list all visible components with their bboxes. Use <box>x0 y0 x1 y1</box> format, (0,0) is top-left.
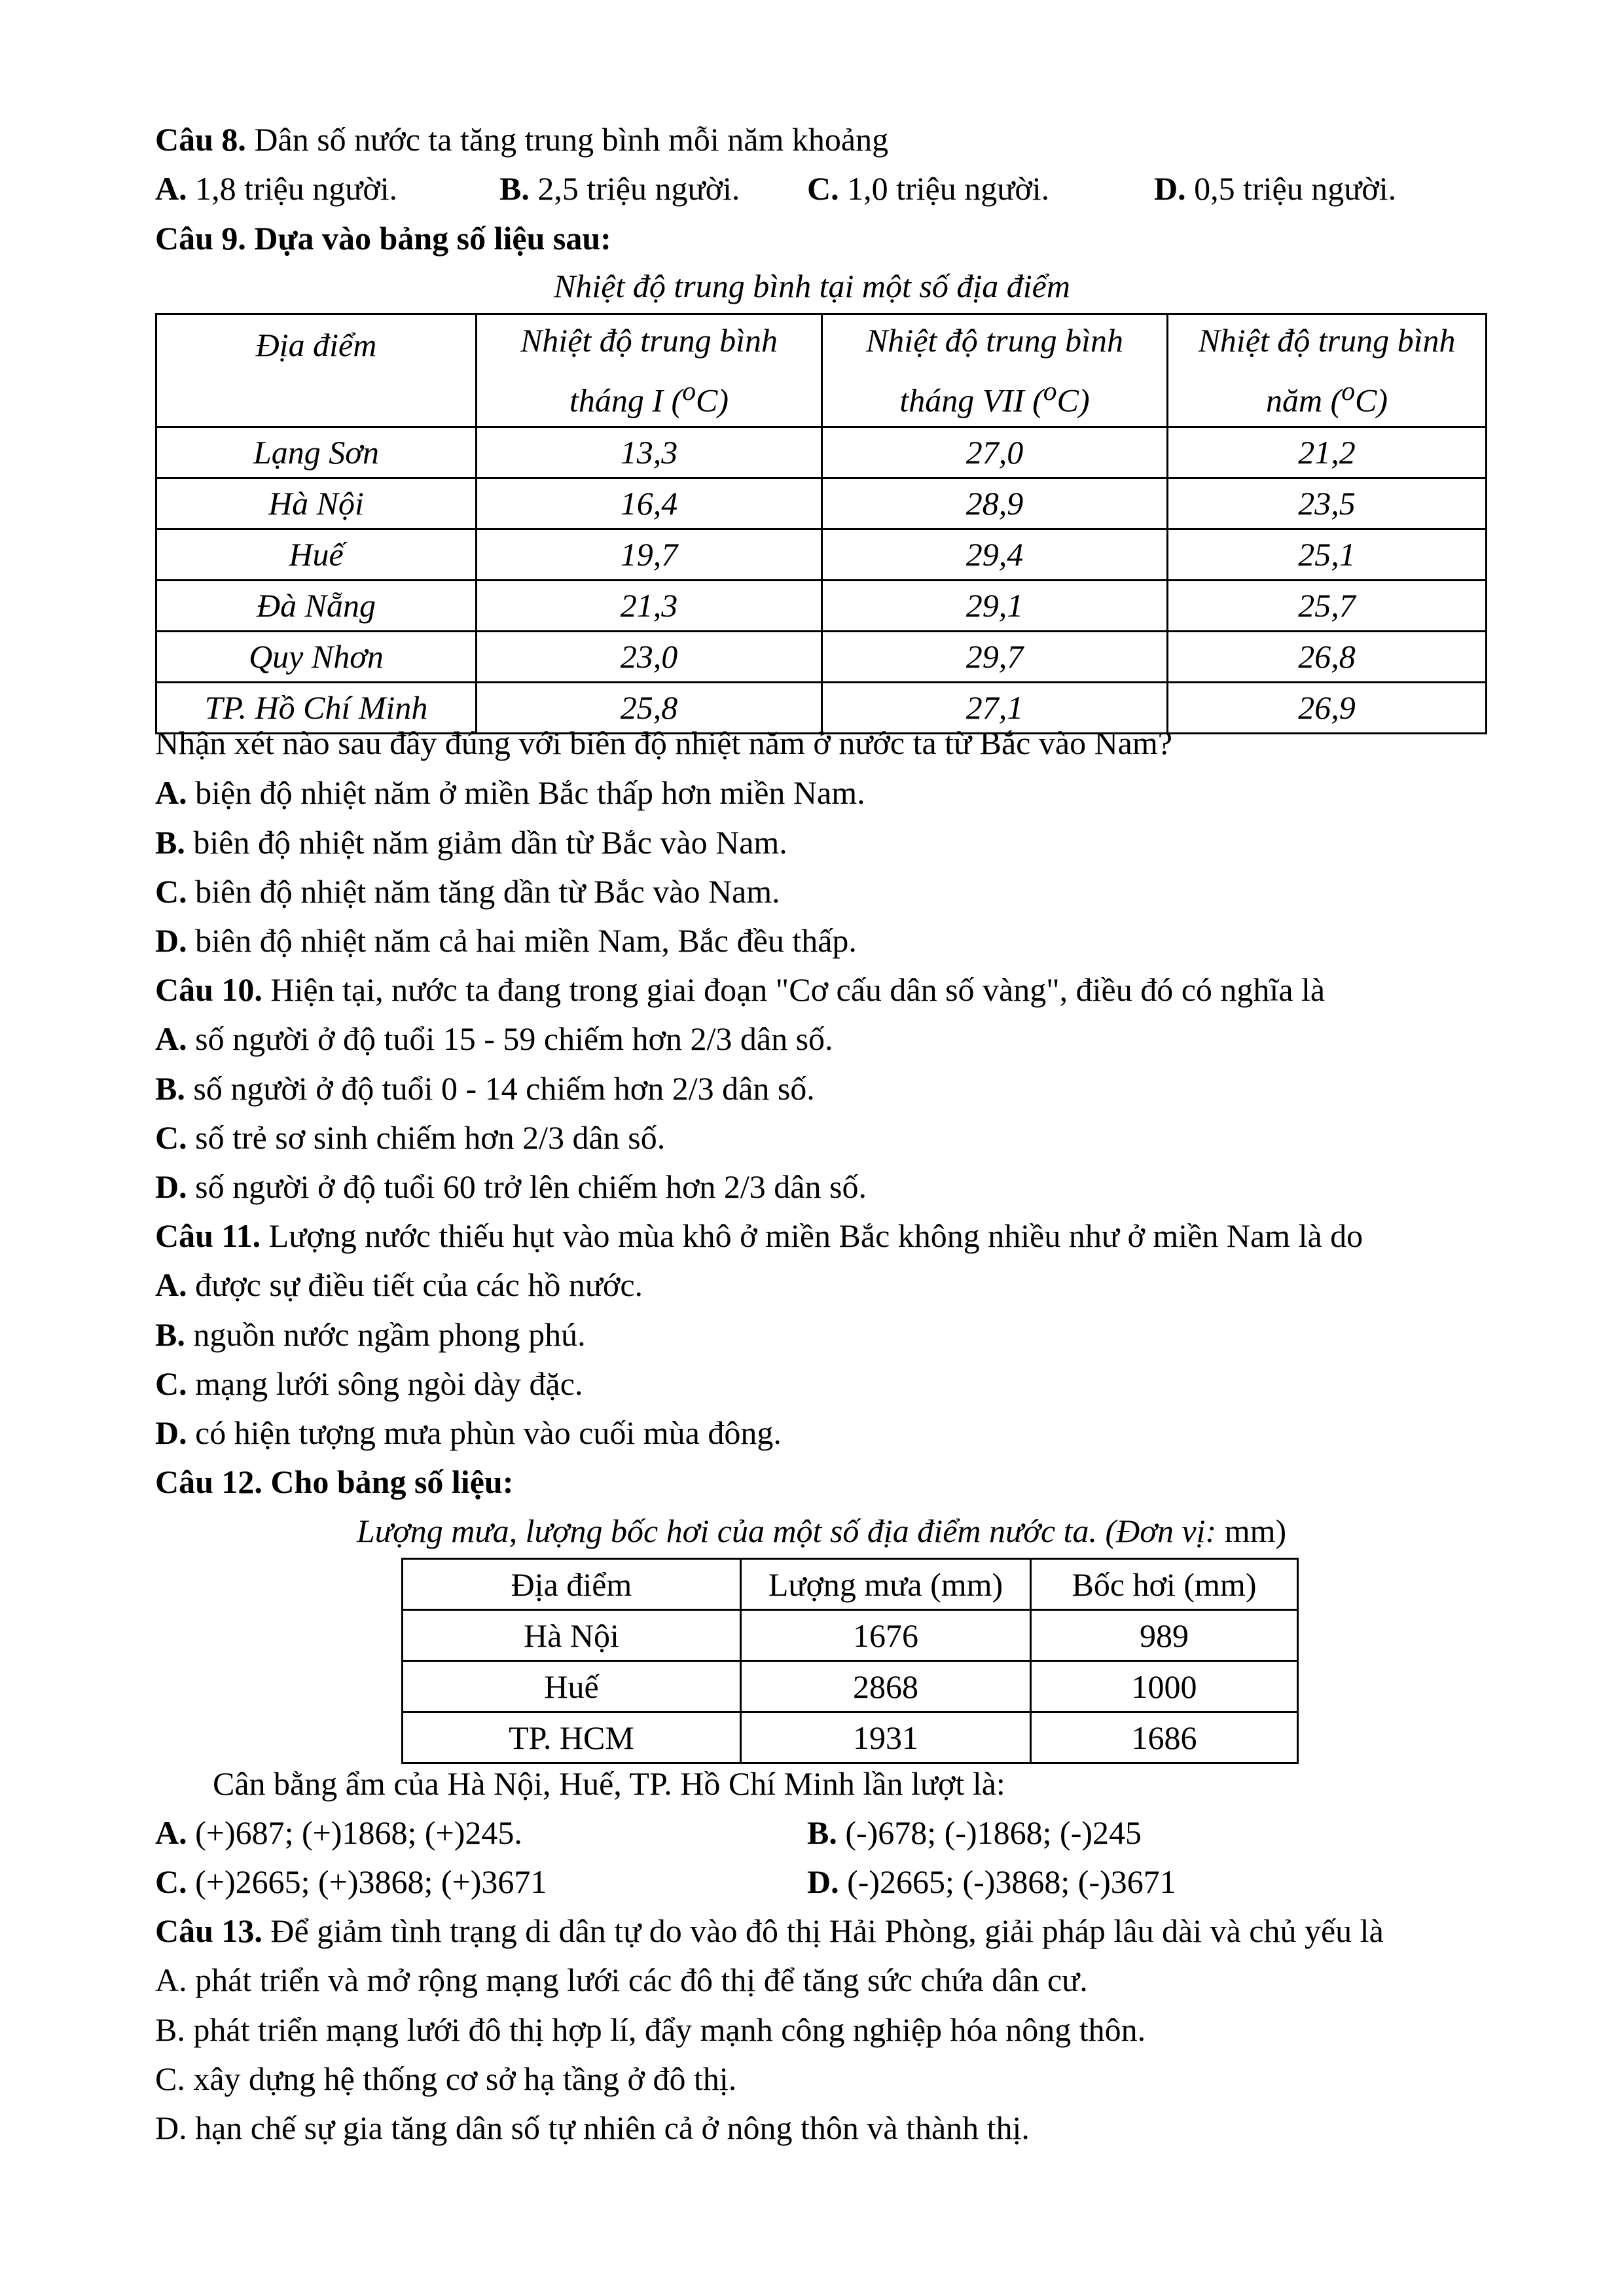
table-header-row <box>156 314 1487 427</box>
table-cell: 29,4 <box>822 529 1168 580</box>
table-cell: 1686 <box>1031 1712 1298 1763</box>
q10-stem <box>155 973 1325 1013</box>
table-cell: 26,8 <box>1168 631 1487 682</box>
option-key: A. <box>155 170 187 207</box>
table-cell: Đà Nẵng <box>156 580 477 631</box>
q11-text: Lượng nước thiếu hụt vào mùa khô ở miền Bắc không nhiều như ở miền Nam là do <box>261 1217 1363 1254</box>
table-cell: 27,0 <box>822 427 1168 478</box>
q11-option-d <box>155 1416 782 1456</box>
table-cell: Quy Nhơn <box>156 631 477 682</box>
table-cell: 28,9 <box>822 478 1168 529</box>
table-row <box>156 427 1487 478</box>
table-cell: Huế <box>403 1661 741 1712</box>
table-cell: 27,1 <box>822 682 1168 733</box>
q12-option-b <box>807 1816 1142 1849</box>
q8-stem <box>155 123 888 162</box>
q10-text: Hiện tại, nước ta đang trong giai đoạn "Cơ cấu dân số vàng", điều đó có nghĩa là <box>262 971 1326 1008</box>
option-text: (-)2665; (-)3868; (-)3671 <box>839 1863 1176 1900</box>
q11-option-a <box>155 1268 643 1308</box>
q9-option-d <box>155 924 857 963</box>
table-cell: 21,2 <box>1168 427 1487 478</box>
header-unit: C) <box>1355 382 1388 419</box>
table-cell: 23,0 <box>477 631 822 682</box>
temperature-table <box>155 313 1487 734</box>
header-text: Nhiệt độ trung bình <box>1198 322 1456 359</box>
q11-option-c <box>155 1367 583 1407</box>
option-key: B. <box>155 1316 185 1353</box>
option-text: được sự điều tiết của các hồ nước. <box>187 1266 643 1303</box>
option-text: biên độ nhiệt năm tăng dần từ Bắc vào Nam. <box>187 873 780 910</box>
table-cell: 29,7 <box>822 631 1168 682</box>
option-key: D. <box>1154 170 1186 207</box>
table-cell: Hà Nội <box>156 478 477 529</box>
option-key: A. <box>155 1266 187 1303</box>
table-cell: 23,5 <box>1168 478 1487 529</box>
header-location <box>156 314 477 427</box>
option-text: nguồn nước ngầm phong phú. <box>185 1316 586 1353</box>
caption-text: Lượng mưa, lượng bốc hơi của một số địa điểm nước ta. (Đơn vị: <box>357 1513 1217 1549</box>
option-key: A. <box>155 1814 187 1851</box>
rainfall-table <box>401 1558 1299 1764</box>
option-key: C. <box>155 1119 187 1156</box>
option-key: A. <box>155 1020 187 1057</box>
q8-label: Câu 8. <box>155 121 246 158</box>
table-cell: 25,8 <box>477 682 822 733</box>
q9-stem <box>155 222 611 261</box>
q10-option-b <box>155 1072 815 1111</box>
q11-stem <box>155 1219 1363 1259</box>
q8-option-c <box>807 172 1049 205</box>
table-cell: 19,7 <box>477 529 822 580</box>
table-cell: 26,9 <box>1168 682 1487 733</box>
table-cell: 21,3 <box>477 580 822 631</box>
q9-option-c <box>155 875 780 914</box>
header-evaporation: Bốc hơi (mm) <box>1031 1559 1298 1610</box>
q8-option-b <box>499 172 740 205</box>
table-row <box>156 478 1487 529</box>
degree-sup: o <box>682 376 696 406</box>
header-unit: C) <box>1056 382 1090 419</box>
q12-option-d <box>807 1865 1176 1898</box>
table-cell: Huế <box>156 529 477 580</box>
header-text: tháng I ( <box>569 382 683 419</box>
q9-option-b <box>155 826 787 865</box>
degree-sup: o <box>1341 376 1356 406</box>
caption-unit: mm) <box>1216 1513 1287 1549</box>
header-july <box>822 314 1168 427</box>
header-annual <box>1168 314 1487 427</box>
option-text: biện độ nhiệt năm ở miền Bắc thấp hơn miền Nam. <box>187 774 865 811</box>
option-key: C. <box>155 1863 187 1900</box>
option-key: C. <box>155 873 187 910</box>
option-key: C. <box>807 170 839 207</box>
q9-table-caption: Nhiệt độ trung bình tại một số địa điểm <box>554 268 1070 304</box>
table-row <box>403 1610 1298 1661</box>
q13-label: Câu 13. <box>155 1912 262 1949</box>
option-key: B. <box>807 1814 837 1851</box>
option-text: (+)687; (+)1868; (+)245. <box>187 1814 522 1851</box>
q8-option-d <box>1154 172 1396 205</box>
q12-question: Cân bằng ẩm của Hà Nội, Huế, TP. Hồ Chí Minh lần lượt là: <box>213 1765 1005 1802</box>
table-row <box>403 1661 1298 1712</box>
degree-sup: o <box>1043 376 1057 406</box>
option-text: biên độ nhiệt năm giảm dần từ Bắc vào Nam. <box>185 824 787 861</box>
q10-option-a <box>155 1022 833 1062</box>
option-text: có hiện tượng mưa phùn vào cuối mùa đông. <box>187 1414 782 1451</box>
q9-option-a <box>155 776 865 816</box>
table-row <box>156 580 1487 631</box>
table-cell: 13,3 <box>477 427 822 478</box>
q12-option-a <box>155 1816 522 1849</box>
option-key: C. <box>155 1365 187 1402</box>
table-cell: Lạng Sơn <box>156 427 477 478</box>
table-cell: 25,1 <box>1168 529 1487 580</box>
option-text: số trẻ sơ sinh chiếm hơn 2/3 dân số. <box>187 1119 666 1156</box>
q8-text: Dân số nước ta tăng trung bình mỗi năm khoảng <box>245 121 889 158</box>
q12-table-caption <box>357 1515 1286 1547</box>
q12-option-c <box>155 1865 547 1898</box>
option-text: mạng lưới sông ngòi dày đặc. <box>187 1365 583 1402</box>
q9-question: Nhận xét nào sau đây đúng với biên độ nhiệt năm ở nước ta từ Bắc vào Nam? <box>155 725 1172 761</box>
option-text: biên độ nhiệt năm cả hai miền Nam, Bắc đều thấp. <box>187 922 857 959</box>
q10-label: Câu 10. <box>155 971 262 1008</box>
option-text: (-)678; (-)1868; (-)245 <box>837 1814 1142 1851</box>
table-cell: 2868 <box>741 1661 1031 1712</box>
q10-option-d <box>155 1170 867 1210</box>
option-text: 2,5 triệu người. <box>529 170 740 207</box>
table-cell: TP. HCM <box>403 1712 741 1763</box>
option-key: B. <box>155 824 185 861</box>
q10-option-c <box>155 1121 665 1160</box>
option-text: số người ở độ tuổi 0 - 14 chiếm hơn 2/3 dân số. <box>185 1070 815 1107</box>
table-row <box>403 1712 1298 1763</box>
table-cell: 989 <box>1031 1610 1298 1661</box>
option-text: (+)2665; (+)3868; (+)3671 <box>187 1863 547 1900</box>
q9-label: Câu 9. <box>155 220 246 257</box>
q11-option-b <box>155 1318 586 1357</box>
option-key: D. <box>155 922 187 959</box>
header-text: Địa điểm <box>255 326 377 363</box>
q13-option-a: A. phát triển và mở rộng mạng lưới các đô thị để tăng sức chứa dân cư. <box>155 1962 1088 1998</box>
option-key: D. <box>155 1168 187 1205</box>
header-text: Nhiệt độ trung bình <box>865 322 1124 359</box>
table-header-row <box>403 1559 1298 1610</box>
option-text: 1,8 triệu người. <box>187 170 398 207</box>
option-key: D. <box>155 1414 187 1451</box>
table-cell: 1000 <box>1031 1661 1298 1712</box>
header-january <box>477 314 822 427</box>
option-text: 0,5 triệu người. <box>1185 170 1397 207</box>
option-key: B. <box>499 170 530 207</box>
q12-text: Cho bảng số liệu: <box>262 1463 514 1500</box>
q13-option-d: D. hạn chế sự gia tăng dân số tự nhiên cả ở nông thôn và thành thị. <box>155 2109 1030 2146</box>
option-key: B. <box>155 1070 185 1107</box>
q13-text: Để giảm tình trạng di dân tự do vào đô thị Hải Phòng, giải pháp lâu dài và chủ yếu là <box>262 1912 1384 1949</box>
table-cell: 1676 <box>741 1610 1031 1661</box>
q12-stem <box>155 1465 513 1505</box>
q9-text: Dựa vào bảng số liệu sau: <box>245 220 611 257</box>
table-row <box>156 529 1487 580</box>
header-unit: C) <box>696 382 729 419</box>
q13-stem <box>155 1914 1384 1954</box>
header-location: Địa điểm <box>403 1559 741 1610</box>
header-text: tháng VII ( <box>899 382 1043 419</box>
table-cell: 29,1 <box>822 580 1168 631</box>
table-row <box>156 631 1487 682</box>
header-text: năm ( <box>1265 382 1342 419</box>
option-key: D. <box>807 1863 839 1900</box>
q13-option-b: B. phát triển mạng lưới đô thị hợp lí, đẩy mạnh công nghiệp hóa nông thôn. <box>155 2011 1146 2048</box>
option-text: số người ở độ tuổi 15 - 59 chiếm hơn 2/3 dân số. <box>187 1020 833 1057</box>
header-rainfall: Lượng mưa (mm) <box>741 1559 1031 1610</box>
header-text: Nhiệt độ trung bình <box>520 322 778 359</box>
q13-option-c: C. xây dựng hệ thống cơ sở hạ tầng ở đô thị. <box>155 2060 737 2097</box>
option-text: số người ở độ tuổi 60 trở lên chiếm hơn 2/3 dân số. <box>187 1168 867 1205</box>
option-key: A. <box>155 774 187 811</box>
table-cell: Hà Nội <box>403 1610 741 1661</box>
table-cell: TP. Hồ Chí Minh <box>156 682 477 733</box>
q8-option-a <box>155 172 397 205</box>
table-cell: 1931 <box>741 1712 1031 1763</box>
table-cell: 25,7 <box>1168 580 1487 631</box>
q12-label: Câu 12. <box>155 1463 262 1500</box>
table-cell: 16,4 <box>477 478 822 529</box>
option-text: 1,0 triệu người. <box>839 170 1050 207</box>
q11-label: Câu 11. <box>155 1217 261 1254</box>
